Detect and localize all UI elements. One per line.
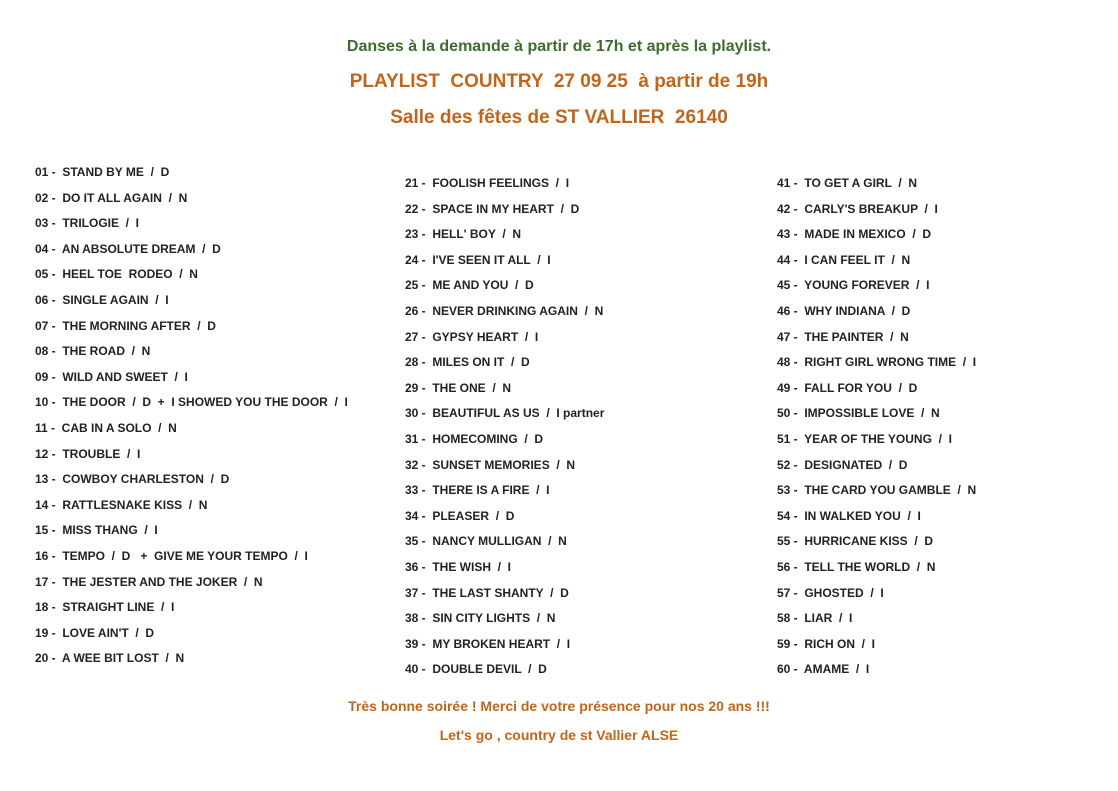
playlist-item: 28 - MILES ON IT / D: [405, 355, 530, 370]
playlist-item: 22 - SPACE IN MY HEART / D: [405, 201, 580, 216]
playlist-item: 12 - TROUBLE / I: [35, 446, 141, 461]
playlist-item: 42 - CARLY'S BREAKUP / I: [777, 201, 938, 216]
playlist-item: 09 - WILD AND SWEET / I: [35, 369, 188, 384]
playlist-item: 50 - IMPOSSIBLE LOVE / N: [777, 406, 940, 421]
playlist-item: 39 - MY BROKEN HEART / I: [405, 636, 571, 651]
playlist-item: 43 - MADE IN MEXICO / D: [777, 227, 932, 242]
playlist-item: 31 - HOMECOMING / D: [405, 431, 544, 446]
playlist-item: 02 - DO IT ALL AGAIN / N: [35, 190, 188, 205]
playlist-item: 20 - A WEE BIT LOST / N: [35, 651, 185, 666]
playlist-item: 11 - CAB IN A SOLO / N: [35, 420, 177, 435]
playlist-column-2: [405, 176, 604, 688]
playlist-item: 54 - IN WALKED YOU / I: [777, 508, 921, 523]
playlist-item: 41 - TO GET A GIRL / N: [777, 176, 918, 190]
playlist-item: 56 - TELL THE WORLD / N: [777, 559, 936, 574]
playlist-item: 60 - AMAME / I: [777, 662, 870, 677]
playlist-item: 55 - HURRICANE KISS / D: [777, 534, 934, 549]
closing-message: Très bonne soirée ! Merci de votre présence pour nos 20 ans !!!: [348, 698, 770, 714]
playlist-item: 35 - NANCY MULLIGAN / N: [405, 534, 567, 549]
playlist-item: 44 - I CAN FEEL IT / N: [777, 252, 911, 267]
playlist-item: 03 - TRILOGIE / I: [35, 216, 140, 231]
playlist-item: 10 - THE DOOR / D + I SHOWED YOU THE DOOR / I: [35, 395, 348, 410]
playlist-item: 36 - THE WISH / I: [405, 559, 512, 574]
playlist-item: 34 - PLEASER / D: [405, 508, 515, 523]
playlist-item: 58 - LIAR / I: [777, 611, 853, 626]
playlist-item: 08 - THE ROAD / N: [35, 344, 151, 359]
playlist-item: 01 - STAND BY ME / D: [35, 165, 170, 179]
playlist-item: 26 - NEVER DRINKING AGAIN / N: [405, 303, 604, 318]
playlist-item: 48 - RIGHT GIRL WRONG TIME / I: [777, 355, 977, 370]
playlist-column-3: [777, 176, 976, 688]
playlist-item: 45 - YOUNG FOREVER / I: [777, 278, 930, 293]
playlist-item: 05 - HEEL TOE RODEO / N: [35, 267, 198, 282]
playlist-item: 49 - FALL FOR YOU / D: [777, 380, 918, 395]
playlist-item: 23 - HELL' BOY / N: [405, 227, 521, 242]
playlist-item: 53 - THE CARD YOU GAMBLE / N: [777, 483, 977, 498]
playlist-item: 30 - BEAUTIFUL AS US / I partner: [405, 406, 605, 421]
playlist-item: 17 - THE JESTER AND THE JOKER / N: [35, 574, 263, 589]
playlist-item: 46 - WHY INDIANA / D: [777, 303, 911, 318]
playlist-item: 18 - STRAIGHT LINE / I: [35, 600, 175, 615]
club-signoff: Let's go , country de st Vallier ALSE: [439, 727, 679, 743]
playlist-item: 32 - SUNSET MEMORIES / N: [405, 457, 576, 472]
playlist-item: 37 - THE LAST SHANTY / D: [405, 585, 569, 600]
playlist-item: 13 - COWBOY CHARLESTON / D: [35, 472, 230, 487]
subtitle-dances-on-request: Danses à la demande à partir de 17h et après la playlist.: [346, 38, 772, 55]
playlist-item: 06 - SINGLE AGAIN / I: [35, 292, 169, 307]
playlist-item: 21 - FOOLISH FEELINGS / I: [405, 176, 570, 190]
playlist-item: 51 - YEAR OF THE YOUNG / I: [777, 431, 952, 446]
playlist-column-1: [35, 165, 348, 677]
playlist-item: 04 - AN ABSOLUTE DREAM / D: [35, 241, 221, 256]
playlist-title: PLAYLIST COUNTRY 27 09 25 à partir de 19h: [349, 71, 769, 92]
playlist-item: 07 - THE MORNING AFTER / D: [35, 318, 216, 333]
playlist-item: 14 - RATTLESNAKE KISS / N: [35, 497, 208, 512]
playlist-item: 40 - DOUBLE DEVIL / D: [405, 662, 547, 677]
playlist-item: 25 - ME AND YOU / D: [405, 278, 534, 293]
playlist-item: 59 - RICH ON / I: [777, 636, 876, 651]
playlist-item: 38 - SIN CITY LIGHTS / N: [405, 611, 556, 626]
playlist-item: 29 - THE ONE / N: [405, 380, 512, 395]
playlist-item: 27 - GYPSY HEART / I: [405, 329, 539, 344]
playlist-item: 52 - DESIGNATED / D: [777, 457, 908, 472]
playlist-item: 47 - THE PAINTER / N: [777, 329, 909, 344]
playlist-item: 33 - THERE IS A FIRE / I: [405, 483, 550, 498]
playlist-item: 15 - MISS THANG / I: [35, 523, 158, 538]
playlist-item: 19 - LOVE AIN'T / D: [35, 625, 155, 640]
playlist-item: 24 - I'VE SEEN IT ALL / I: [405, 252, 551, 267]
venue-line: Salle des fêtes de ST VALLIER 26140: [390, 107, 728, 128]
playlist-item: 16 - TEMPO / D + GIVE ME YOUR TEMPO / I: [35, 548, 308, 563]
playlist-item: 57 - GHOSTED / I: [777, 585, 884, 600]
